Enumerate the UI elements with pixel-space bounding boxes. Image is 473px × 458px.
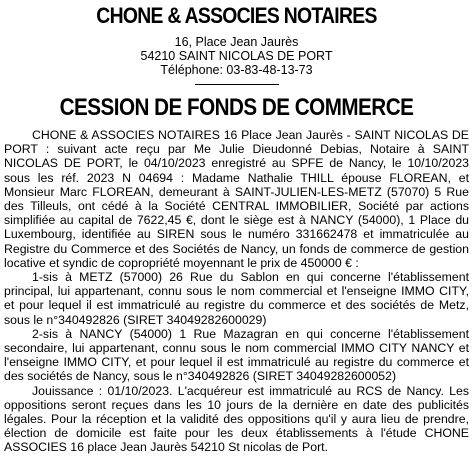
phone-number: Téléphone: 03-83-48-13-73 [160,63,313,77]
firm-address [4,35,469,77]
firm-name: CHONE & ASSOCIES NOTAIRES [96,3,377,28]
address-street: 16, Place Jean Jaurès [174,35,299,49]
notice-title: CESSION DE FONDS DE COMMERCE [59,94,414,121]
notice-body [4,128,469,455]
paragraph-main-establishment: 1-sis à METZ (57000) 26 Rue du Sablon en qui concerne l'établissement principal, lui appartenant, connu sous le nom commercial et l'enseigne IMMO CITY, et pour lequel il est immatriculé au registre du commerce et des sociétés de Metz, sous le n°340492826 (SIRET 34049282600029) [4,270,469,327]
address-city: 54210 SAINT NICOLAS DE PORT [140,49,333,63]
divider-rule [195,84,279,85]
paragraph-oppositions: Jouissance : 01/10/2023. L'acquéreur est immatriculé au RCS de Nancy. Les oppositions seront reçues dans les 10 jours de la dernière en date des publicités légales. Pour la réception et la validité des oppositions qu'il y aura lieu de prendre, élection de domicile est faite pour les deux établissements à l'étude CHONE ASSOCIES 16 place Jean Jaurès 54210 St nicolas de Port. [4,383,469,455]
paragraph-secondary-establishment: 2-sis à NANCY (54000) 1 Rue Mazagran en qui concerne l'établissement secondaire, lui appartenant, connu sous le nom commercial IMMO CITY NANCY et l'enseigne IMMO CITY, et pour lequel il est immatriculé au registre du commerce et des sociétés de Nancy, sous le n°340492826 (SIRET 34049282600052) [4,326,469,384]
paragraph-sale-terms: CHONE & ASSOCIES NOTAIRES 16 Place Jean Jaurès - SAINT NICOLAS DE PORT : suivant acte reçu par Me Julie Dieudonné Debias, Notaire à SAINT NICOLAS DE PORT, le 04/10/2023 enregistré au SPFE de Nancy, le 10/10/2023 sous les réf. 2023 N 04694 : Madame Nathalie THILL épouse FLOREAN, et Monsieur Marc FLOREAN, demeurant à SAINT-JULIEN-LES-METZ (57070) 5 Rue des Tilleuls, ont cédé à la Société CENTRAL IMMOBILIER, Société par actions simplifiée au capital de 7622,45 €, dont le siège est à NANCY (54000), 1 Place du Luxembourg, identifiée au SIREN sous le numéro 331662478 et immatriculée au Registre du Commerce et des Sociétés de Nancy, un fonds de commerce de gestion locative et syndic de copropriété moyennant le prix de 450000 € : [4,128,469,270]
